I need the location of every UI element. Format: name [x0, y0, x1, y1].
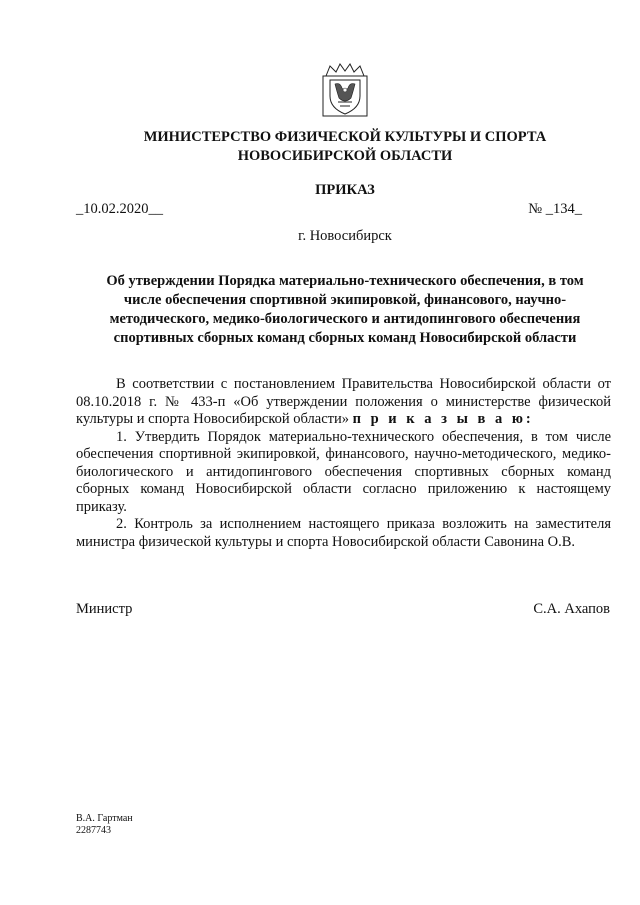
coat-of-arms-icon: [322, 62, 368, 118]
clause-2: 2. Контроль за исполнением настоящего приказа возложить на заместителя министра физической культуры и спорта Новосибирской области Савонина О.В.: [76, 516, 611, 550]
clause-1: 1. Утвердить Порядок материально-технического обеспечения, в том числе обеспечения спортивной экипировкой, финансового, научно-методического, медико-биологического и антидопингового обеспечения спортивных сборных команд сборных команд Новосибирской области согласно приложению к настоящему приказу.: [76, 428, 611, 515]
order-number: № _134_: [528, 201, 582, 217]
order-city: г. Новосибирск: [298, 228, 392, 244]
executor-phone: 2287743: [76, 825, 111, 836]
signatory-title: Министр: [76, 601, 133, 617]
executor-name: В.А. Гартман: [76, 813, 133, 824]
executor-block: [76, 813, 133, 837]
order-subject: [78, 272, 612, 348]
order-body: [76, 376, 611, 551]
order-title: ПРИКАЗ: [315, 182, 375, 198]
order-word: п р и к а з ы в а ю:: [352, 411, 534, 427]
preamble-text: В соответствии с постановлением Правительства Новосибирской области от 08.10.2018 г. № 433-п «Об утверждении положения о министерстве физической культуры и спорта Новосибирской области»: [76, 376, 611, 427]
signatory-name: С.А. Ахапов: [533, 601, 610, 617]
ministry-line-1: МИНИСТЕРСТВО ФИЗИЧЕСКОЙ КУЛЬТУРЫ И СПОРТА: [143, 129, 547, 145]
preamble-paragraph: [76, 376, 611, 429]
subject-line-4: спортивных сборных команд сборных команд Новосибирской области: [113, 330, 577, 346]
ministry-line-2: НОВОСИБИРСКОЙ ОБЛАСТИ: [237, 148, 453, 164]
subject-line-1: Об утверждении Порядка материально-технического обеспечения, в том: [106, 273, 584, 289]
subject-line-2: числе обеспечения спортивной экипировкой, финансового, научно-: [123, 292, 567, 308]
subject-line-3: методического, медико-биологического и антидопингового обеспечения: [109, 311, 581, 327]
ministry-heading: [60, 128, 630, 166]
order-date: _10.02.2020__: [76, 201, 163, 217]
